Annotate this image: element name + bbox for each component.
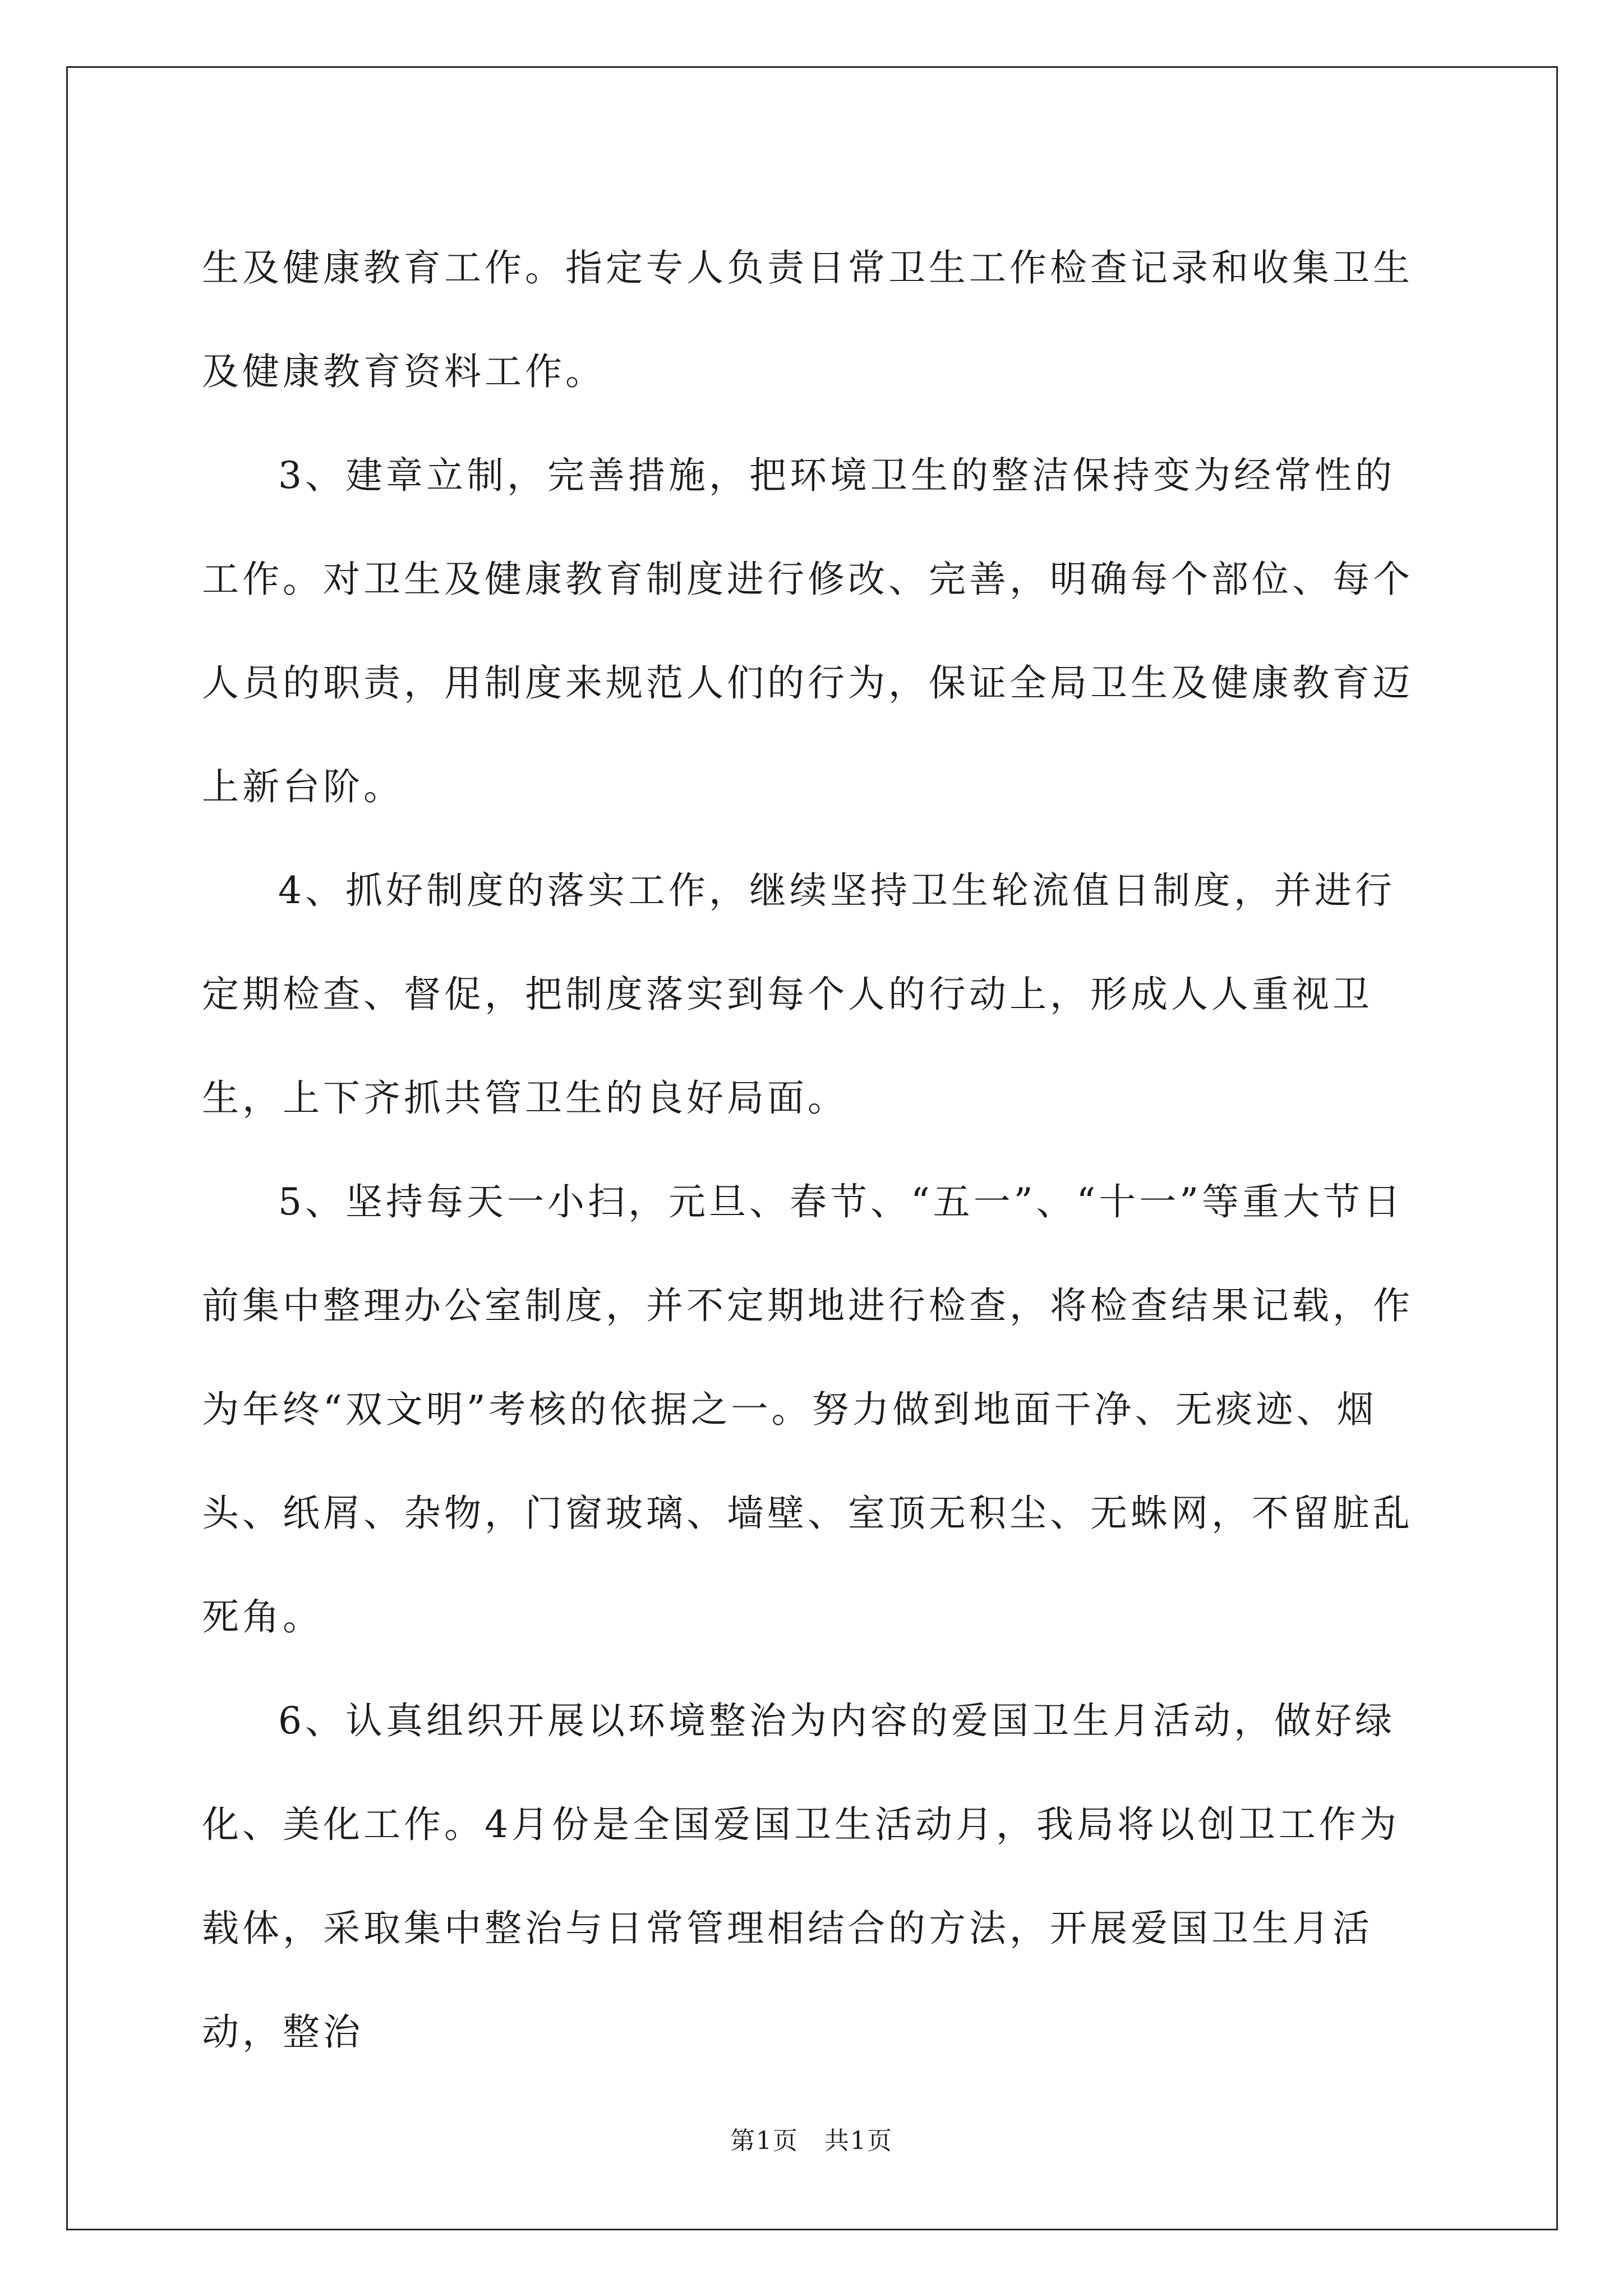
document-body (202, 216, 1424, 2084)
page-total: 共1页 (824, 2127, 893, 2155)
page-footer (0, 2120, 1623, 2156)
page-number: 第1页 (730, 2127, 799, 2155)
paragraph-item-3: 3、建章立制，完善措施，把环境卫生的整洁保持变为经常性的工作。对卫生及健康教育制度进行修改、完善，明确每个部位、每个人员的职责，用制度来规范人们的行为，保证全局卫生及健康教育迈上新台阶。 (202, 454, 1413, 808)
paragraph-continued: 生及健康教育工作。指定专人负责日常卫生工作检查记录和收集卫生及健康教育资料工作。 (202, 246, 1413, 393)
paragraph-item-6: 6、认真组织开展以环境整治为内容的爱国卫生月活动，做好绿化、美化工作。4月份是全国爱国卫生活动月，我局将以创卫工作为载体，采取集中整治与日常管理相结合的方法，开展爱国卫生月活动，整治 (202, 1699, 1400, 2054)
paragraph-item-5: 5、坚持每天一小扫，元旦、春节、“五一”、“十一”等重大节日前集中整理办公室制度，并不定期地进行检查，将检查结果记载，作为年终“双文明”考核的依据之一。努力做到地面干净、无痰迹、烟头、纸屑、杂物，门窗玻璃、墙壁、室顶无积尘、无蛛网，不留脏乱死角。 (202, 1180, 1413, 1639)
paragraph-item-4: 4、抓好制度的落实工作，继续坚持卫生轮流值日制度，并进行定期检查、督促，把制度落实到每个人的行动上，形成人人重视卫生，上下齐抓共管卫生的良好局面。 (202, 869, 1395, 1120)
